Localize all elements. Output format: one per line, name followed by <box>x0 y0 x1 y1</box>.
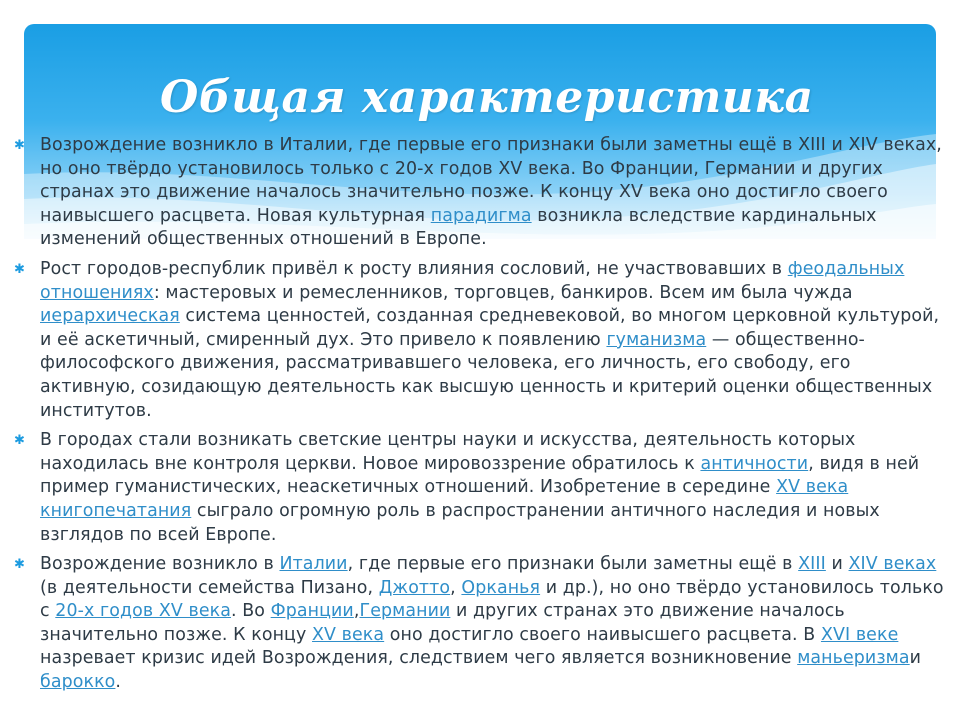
paragraph-text: , <box>353 601 360 622</box>
paragraph-text: В городах стали возникать светские центры науки и искусства, деятельность которых находилась вне контроля церкви. Новое мировоззрение обратилось к <box>40 430 856 474</box>
wiki-link[interactable]: маньеризма <box>797 648 910 669</box>
paragraph-text: и <box>909 648 922 669</box>
paragraph-text: . Во <box>231 601 271 622</box>
asterisk-icon: ✱ <box>14 557 25 573</box>
wiki-link[interactable]: античности <box>700 453 809 474</box>
paragraph-text: Возрождение возникло в Италии, где первые его признаки были заметны ещё в XIII и XIV веках, но оно твёрдо установилось только с 20-х годов XV века. Во Франции, Германии и других странах это движение началось значительно позже. К концу XV века оно достигло своего наивысшего расцвета. Новая культурная <box>40 135 942 226</box>
wiki-link[interactable]: XV века <box>776 477 849 498</box>
bullet-list <box>14 134 944 701</box>
paragraph-text: возникла вследствие кардинальных изменений общественных отношений в Европе. <box>40 205 877 250</box>
paragraph-text: Рост городов-республик привёл к росту влияния сословий, не участвовавших в <box>40 258 788 279</box>
bullet-paragraph <box>14 429 944 547</box>
asterisk-icon: ✱ <box>14 433 25 449</box>
paragraph-text: , где первые его признаки были заметны ещё в <box>347 554 799 575</box>
wiki-link[interactable]: феодальных отношениях <box>40 258 905 303</box>
paragraph-text: и др.), но оно твёрдо установилось только с <box>40 577 944 622</box>
wiki-link[interactable]: XIII <box>798 554 826 575</box>
wiki-link[interactable]: XVI веке <box>820 624 899 645</box>
wiki-link[interactable]: Джотто <box>378 577 451 598</box>
wiki-link[interactable]: Франции <box>270 601 354 622</box>
paragraph-text: , <box>450 577 462 598</box>
wiki-link[interactable]: парадигма <box>430 205 532 226</box>
paragraph-text: (в деятельности семейства Пизано, <box>40 577 379 598</box>
paragraph-text: оно достигло своего наивысшего расцвета. В <box>384 624 821 645</box>
paragraph-text: система ценностей, созданная средневековой, во многом церковной культурой, и её аскетичный, смиренный дух. Это привело к появлению <box>40 306 940 350</box>
wiki-link[interactable]: гуманизма <box>606 329 707 350</box>
wiki-link[interactable]: иерархическая <box>40 306 180 327</box>
paragraph-text: , видя в ней пример гуманистических, неаскетичных отношений. Изобретение в середине <box>40 453 920 498</box>
bullet-paragraph <box>14 258 944 423</box>
wiki-link[interactable]: XIV веках <box>848 554 937 575</box>
page-title: Общая характеристика <box>160 72 814 123</box>
paragraph-text: — общественно-философского движения, рассматривавшего человека, его личность, его свободу, его активную, созидающую деятельность как высшую ценность и критерий оценки общественных институтов. <box>40 329 933 421</box>
asterisk-icon: ✱ <box>14 138 25 153</box>
paragraph-text: Возрождение возникло в <box>40 554 280 575</box>
asterisk-icon: ✱ <box>14 261 25 277</box>
wiki-link[interactable]: барокко <box>40 672 116 693</box>
paragraph-text: назревает кризис идей Возрождения, следствием чего является возникновение <box>40 648 798 669</box>
paragraph-text: и <box>825 554 849 575</box>
bullet-paragraph <box>14 134 944 252</box>
paragraph-text: : мастеровых и ремесленников, торговцев, банкиров. Всем им была чужда <box>153 282 853 303</box>
bullet-paragraph <box>14 553 944 695</box>
wiki-link[interactable]: Орканья <box>461 577 541 598</box>
wiki-link[interactable]: XV века <box>312 624 385 645</box>
wiki-link[interactable]: книгопечатания <box>40 500 192 521</box>
wiki-link[interactable]: 20-х годов XV века <box>55 601 231 622</box>
wiki-link[interactable]: Италии <box>279 554 348 575</box>
paragraph-text: сыграло огромную роль в распространении античного наследия и новых взглядов по всей Европе. <box>40 500 880 545</box>
wiki-link[interactable]: Германии <box>359 601 451 622</box>
paragraph-text: . <box>115 672 122 693</box>
paragraph-text: и других странах это движение началось значительно позже. К концу <box>40 601 845 645</box>
